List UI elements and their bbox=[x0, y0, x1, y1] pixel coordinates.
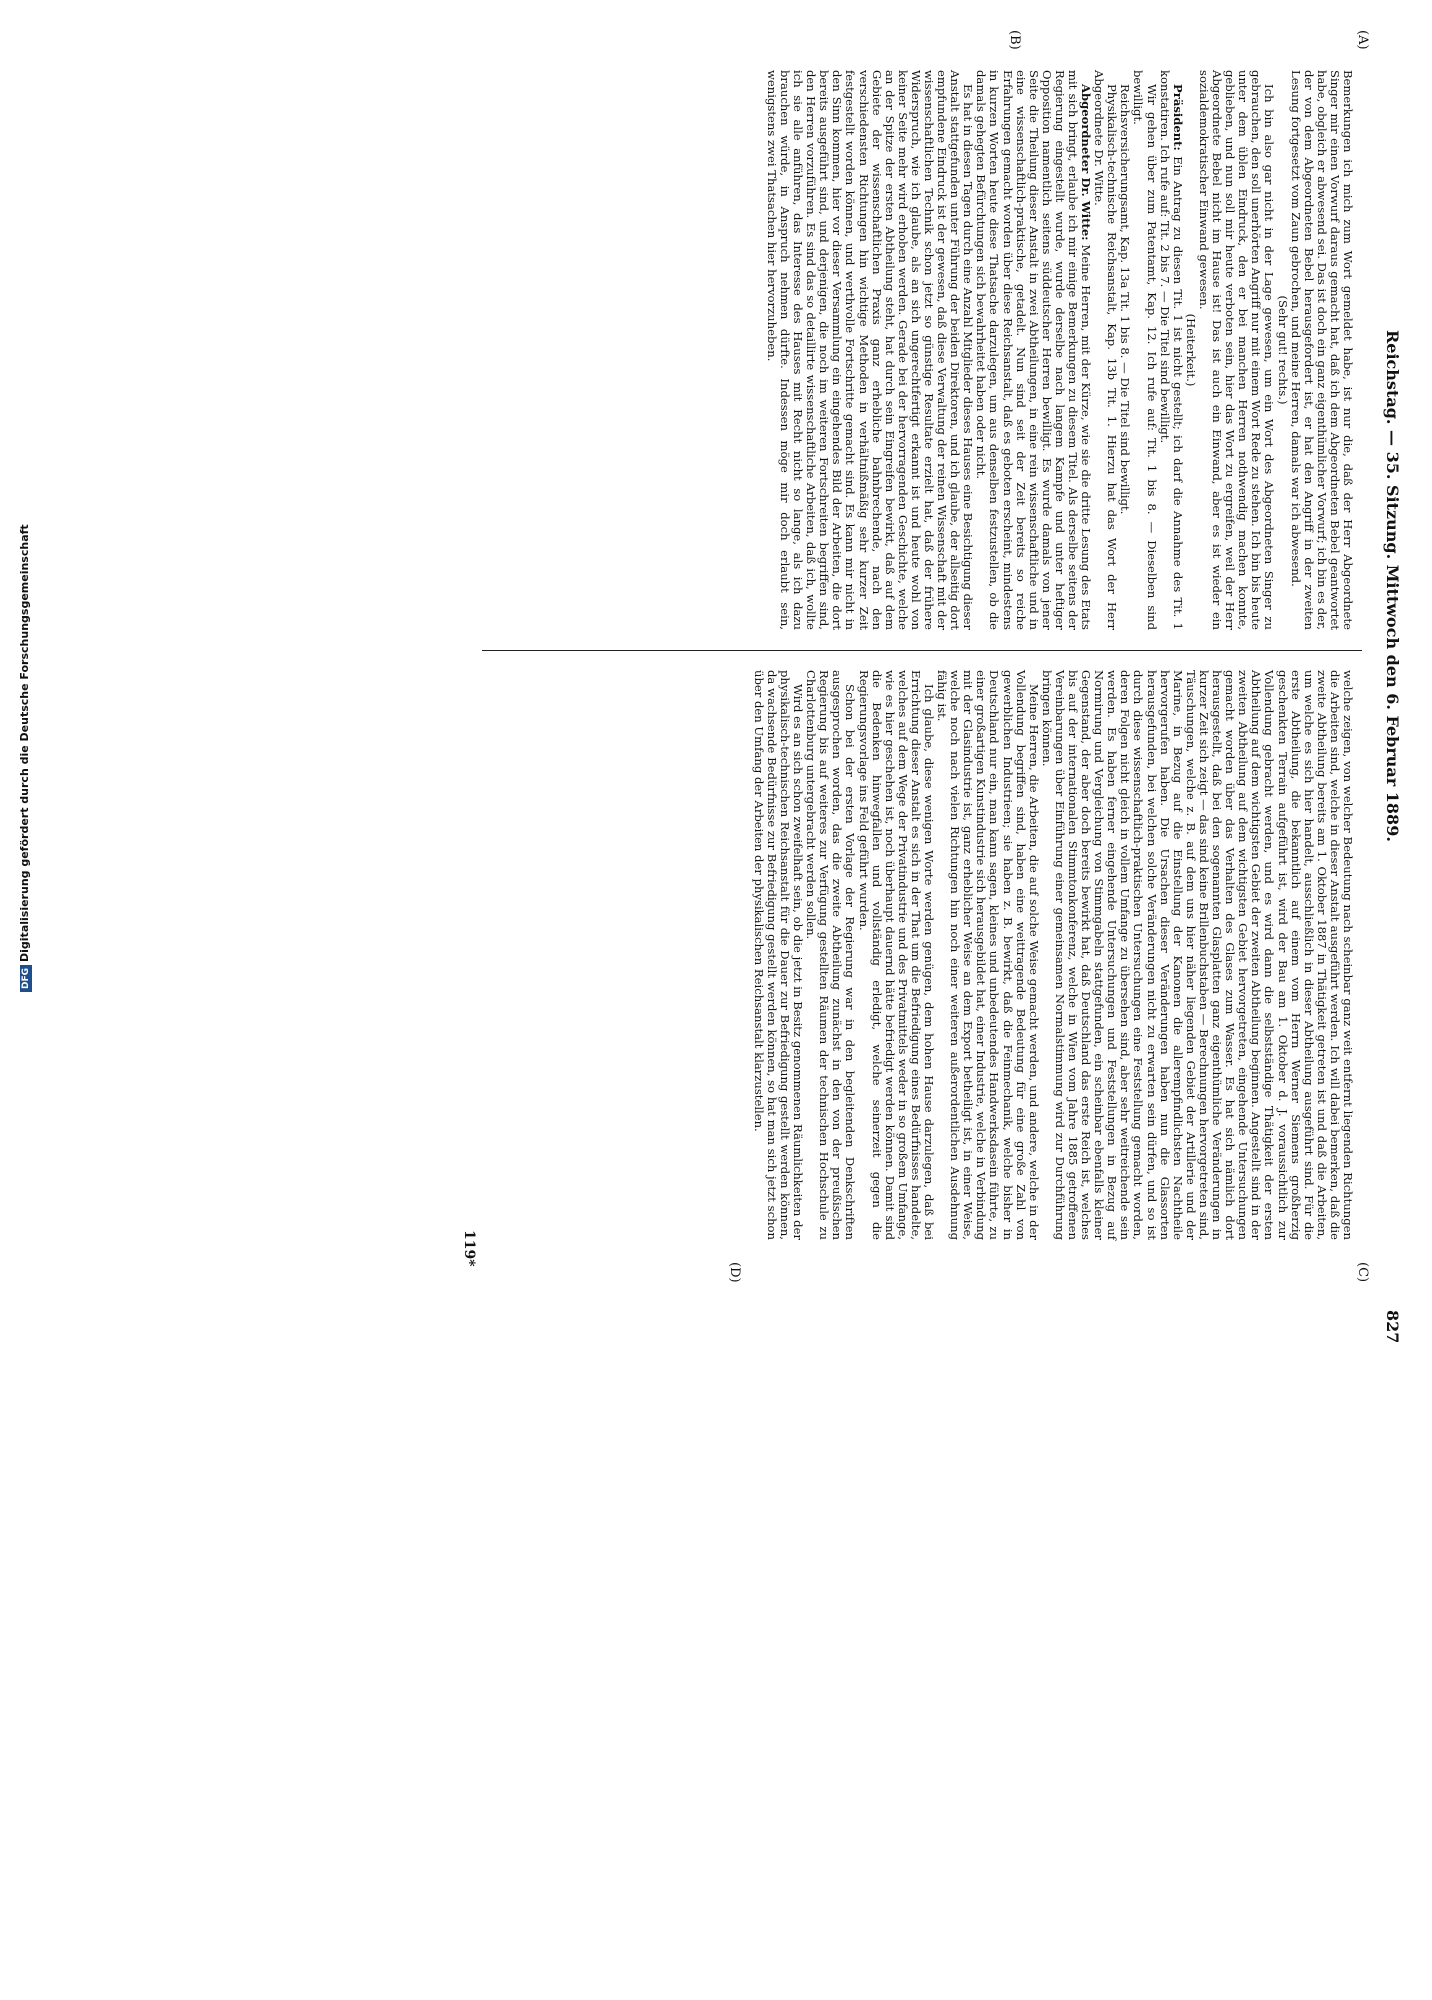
dfg-logo: DFG bbox=[20, 965, 32, 992]
speaker-president: Präsident: bbox=[1170, 84, 1185, 151]
left-paragraph-7: Reichsversicherungsamt, Kap. 13a Tit. 1 bis 8. — Die Titel sind bewilligt. bbox=[1118, 84, 1133, 515]
margin-marker-b: (B) bbox=[1007, 30, 1022, 50]
digitization-note bbox=[2, 524, 31, 2000]
left-paragraph-3: Ich bin also gar nicht in der Lage gewesen, um ein Wort des Abgeordneten Singer zu gebrauchen, den soll unerhörten Angriff nur mit einem Wort Rede zu stehen. Ich bin bis heute unter dem üblen Eindruck, den er bei manchen Herren nothwendig machen konnte, geblieben, und nun soll mir heute verboten sein, hier das Wort zu ergreifen, weil der Herr Abgeordnete Bebel nicht im Hause ist! Das ist auch ein Einwand, aber es ist wieder ein sozialdemokratischer Einwand gewesen. bbox=[1196, 70, 1277, 630]
speaker-witte: Abgeordneter Dr. Witte: bbox=[1079, 84, 1094, 241]
left-paragraph-5-text: Ein Antrag zu diesen Tit. 1 ist nicht gestellt; ich darf die Annahme des Tit. 1 konstatiren. Ich rufe auf: Tit. 2 bis 7. — Die Titel sind bewilligt. bbox=[1157, 70, 1185, 631]
page-signature: 119* bbox=[461, 1230, 477, 1267]
right-column bbox=[752, 670, 1354, 1240]
left-paragraph-10: Es hat in diesen Tagen durch eine Anzahl Mitglieder dieses Hauses eine Besichtigung dieser Anstalt stattgefunden unter Führung der beiden Direktoren, und ich glaube, der allseitig dort empfundene Eindruck ist der gewesen, daß diese Verwaltung der reinen Wissenschaft mit der wissenschaftlichen Technik schon jetzt so günstige Resultate erzielt hat, daß der frühere Widerspruch, wie ich glaube, als an sich ungerechtfertigt erkannt ist und heute wohl von keiner Seite mehr wird erhoben werden. Gerade bei der hervorragenden Geschichte, welche an der Spitze der ersten Abtheilung steht, hat durch sein Eingreifen bewirkt, daß auf dem Gebiete der wissenschaftlichen Praxis ganz erhebliche bahnbrechende, nach den verschiedensten Richtungen hin wichtige Methoden in verhältnißmäßig sehr kurzer Zeit festgestellt worden können, und werthvolle Fortschritte gemacht sind. Es kann mir nicht in den Sinn kommen, hier vor dieser Versammlung ein eingehendes Bild der Arbeiten, die dort bereits ausgeführt sind, und derjenigen, die noch im weiteren Fortschreiten begriffen sind, den Herren vorzuführen. Es sind das so detaillirte wissenschaftliche Arbeiten, daß ich, wollte ich sie alle anführen, das Interesse des Hauses mit Recht nicht so lange, als ich dazu brauchen würde, in Anspruch nehmen dürfte. Indessen möge mir doch erlaubt sein, wenigstens zwei Thatsachen hier hervorzuheben. bbox=[764, 70, 976, 630]
column-rule bbox=[482, 650, 1362, 651]
right-paragraph-5: Wird es an sich schon zweifelhaft sein, ob die jetzt in Besitz genommenen Räumlichkeiten der physikalisch-technischen Reichsanstalt für die Dauer zur Befriedigung gestellt werden können, da wachsende Bedürfnisse zur Befriedigung gestellt werden können, so hat man sich jetzt schon über den Umfang der Arbeiten der physikalischen Reichsanstalt klarzustellen. bbox=[751, 670, 806, 1240]
page-number: 827 bbox=[1383, 1310, 1402, 1344]
left-paragraph-8: Physikalisch-technische Reichsanstalt, Kap. 13b Tit. 1. Hierzu hat das Wort der Herr Abgeordnete Dr. Witte. bbox=[1092, 70, 1120, 630]
left-interjection-1: (Sehr gut! rechts.) bbox=[1275, 295, 1290, 405]
right-paragraph-1: welche zeigen, von welcher Bedeutung nach scheinbar ganz weit entfernt liegenden Richtungen die Arbeiten sind, welche in dieser Anstalt ausgeführt werden. Ich will dabei bemerken, daß die zweite Abtheilung bereits am 1. Oktober 1887 in Thätigkeit getreten ist und daß die Arbeiten, um welche es sich hier handelt, ausschließlich in dieser Abtheilung ausgeführt sind. Für die erste Abtheilung, die bekanntlich auf einem vom Herrn Werner Siemens großherzig geschenkten Terrain aufgeführt ist, wird der Bau am 1. Oktober d. J. voraussichtlich zur Vollendung gebracht werden, und es wird dann die selbstständige Thätigkeit der ersten Abtheilung auf dem wichtigsten Gebiet der zweiten Abtheilung beginnen. Angestellt sind in der zweiten Abtheilung auf dem wichtigsten Gebiet hervorgetreten, eingehende Untersuchungen gemacht worden über das Verhalten des Glases zum Wasser. Es hat sich nämlich dort herausgestellt, daß bei den sogenannten Glasplatten ganz eigenthümliche Veränderungen in kurzer Zeit sich zeigt — das sind keine Brillenbuchstaben — Berechnungen hervorgetreten sind, Täuschungen, welche z. B. auf dem uns hier näher liegenden Gebiet der Artillerie und der Marine, in Bezug auf die Einstellung der Kanonen die allerempfindlichsten Nachtheile hervorgerufen haben. Die Ursachen dieser Veränderungen haben nun die Glassorten herausgefunden, bei welchen solche Veränderungen nicht zu erwarten sein dürfen, und so ist durch diese wissenschaftlich-praktischen Untersuchungen eine Feststellung gemacht worden, deren Folgen nicht gleich in vollem Umfange zu übersehen sind, aber sehr weitreichende sein werden. Es haben ferner eingehende Untersuchungen und Feststellungen in Bezug auf Normirung und Vergleichung von Stimmgabeln stattgefunden, ein scheinbar ebenfalls kleiner Gegenstand, der aber doch bereits bewirkt hat, daß Deutschland das erste Reich ist, welches bis auf der internationalen Stimmtonkonferenz, welche in Wien vom Jahre 1885 getroffenen Vereinbarungen über Einführung einer gemeinsamen Normalstimmung wird zur Durchführung bringen können. bbox=[1039, 670, 1355, 1240]
left-paragraph-9 bbox=[974, 70, 1092, 630]
right-paragraph-3: Ich glaube, diese wenigen Worte werden genügen, dem hohen Hause darzulegen, daß bei Errichtung dieser Anstalt es sich in der That um die Befriedigung eines Bedürfnisses handelte, welches auf dem Wege der Privatindustrie und des Privatmittels weder in so großem Umfange, wie es hier geschehen ist, noch überhaupt dauernd hätte befriedigt werden können. Damit sind die Bedenken hinwegfallen und vollständig erledigt, welche seinerzeit gegen die Regierungsvorlage ins Feld geführt wurden. bbox=[856, 670, 936, 1240]
page-title: Reichstag. — 35. Sitzung. Mittwoch den 6. Februar 1889. bbox=[1383, 330, 1402, 842]
left-interjection-2: (Heiterkeit.) bbox=[1183, 313, 1198, 387]
margin-marker-c: (C) bbox=[1355, 1262, 1370, 1283]
left-paragraph-6: Wir gehen über zum Patentamt, Kap. 12. Ich rufe auf: Tit. 1 bis 8. — Dieselben sind bewilligt. bbox=[1131, 70, 1159, 630]
digitization-text: Digitalisierung gefördert durch die Deutsche Forschungsgemeinschaft bbox=[18, 524, 31, 962]
margin-marker-a: (A) bbox=[1355, 30, 1370, 50]
right-paragraph-4: Schon bei der ersten Vorlage der Regierung war in den begleitenden Denkschriften ausgesprochen worden, das die zweite Abtheilung zunächst in den von der preußischen Regierung bis auf weiteres zur Verfügung gestellten Räumen der technischen Hochschule zu Charlottenburg untergebracht werden sollen. bbox=[804, 670, 858, 1240]
right-paragraph-2: Meine Herren, die Arbeiten, die auf solche Weise gemacht werden, und andere, welche in der Vollendung begriffen sind, haben eine weittragende Bedeutung für eine große Zahl von gewerblichen Industrieen; sie haben z. B. bewirkt, daß die Feinmechanik, welche bisher in Deutschland nur ein, man kann sagen, kleines und unbedeutendes Handwerksdasein führte, zu einer großartigen Kunstindustrie sich herausgebildet hat, einer Industrie, welche in Verbindung mit der Glasindustrie ist, ganz erheblicher Weise an dem Export betheiligt ist, in einer Weise, welche noch nach vielen Richtungen hin noch einer weiteren außerordentlichen Ausdehnung fähig ist. bbox=[935, 670, 1041, 1240]
page-header bbox=[1378, 70, 1402, 1344]
left-paragraph-1: Bemerkungen ich mich zum Wort gemeldet habe, ist nur die, daß der Herr Abgeordnete Singer mir einen Vorwurf daraus gemacht hat, daß ich dem Abgeordneten Bebel geantwortet habe, obgleich er abwesend sei. Das ist doch ein ganz eigenthümlicher Vorwurf; ich bin es der, der von dem Abgeordneten Bebel herausgefordert ist, er hat den Angriff in der zweiten Lesung fortgesetzt vom Zaun gebrochen, und meine Herren, damals war ich abwesend. bbox=[1288, 70, 1355, 630]
left-paragraph-5 bbox=[1158, 70, 1184, 630]
margin-marker-d: (D) bbox=[727, 1262, 742, 1283]
left-paragraph-9-text: Meine Herren, mit der Kürze, wie sie die dritte Lesung des Etats mit sich bringt, erlaube ich mir einige Bemerkungen zu diesem Titel. Als derselbe seitens der Regierung eingestellt wurde, wurde derselbe nach langem Kampfe und unter heftiger Opposition namentlich seitens süddeutscher Herren bewilligt. Es wurde damals von jener Seite die Theilung dieser Anstalt in zwei Abtheilungen, in eine rein wissenschaftliche und in eine wissenschaftlich-praktische, getadelt. Nun sind seit der Zeit bereits so reiche Erfahrungen gemacht worden über diese Reichsanstalt, daß es geboten erscheint, mindestens in kurzen Worten heute diese Thatsache darzulegen, um aus denselben festzustellen, ob die damals gehegten Befürchtungen sich bewahrheitet haben oder nicht. bbox=[974, 70, 1094, 630]
left-column bbox=[765, 70, 1354, 630]
